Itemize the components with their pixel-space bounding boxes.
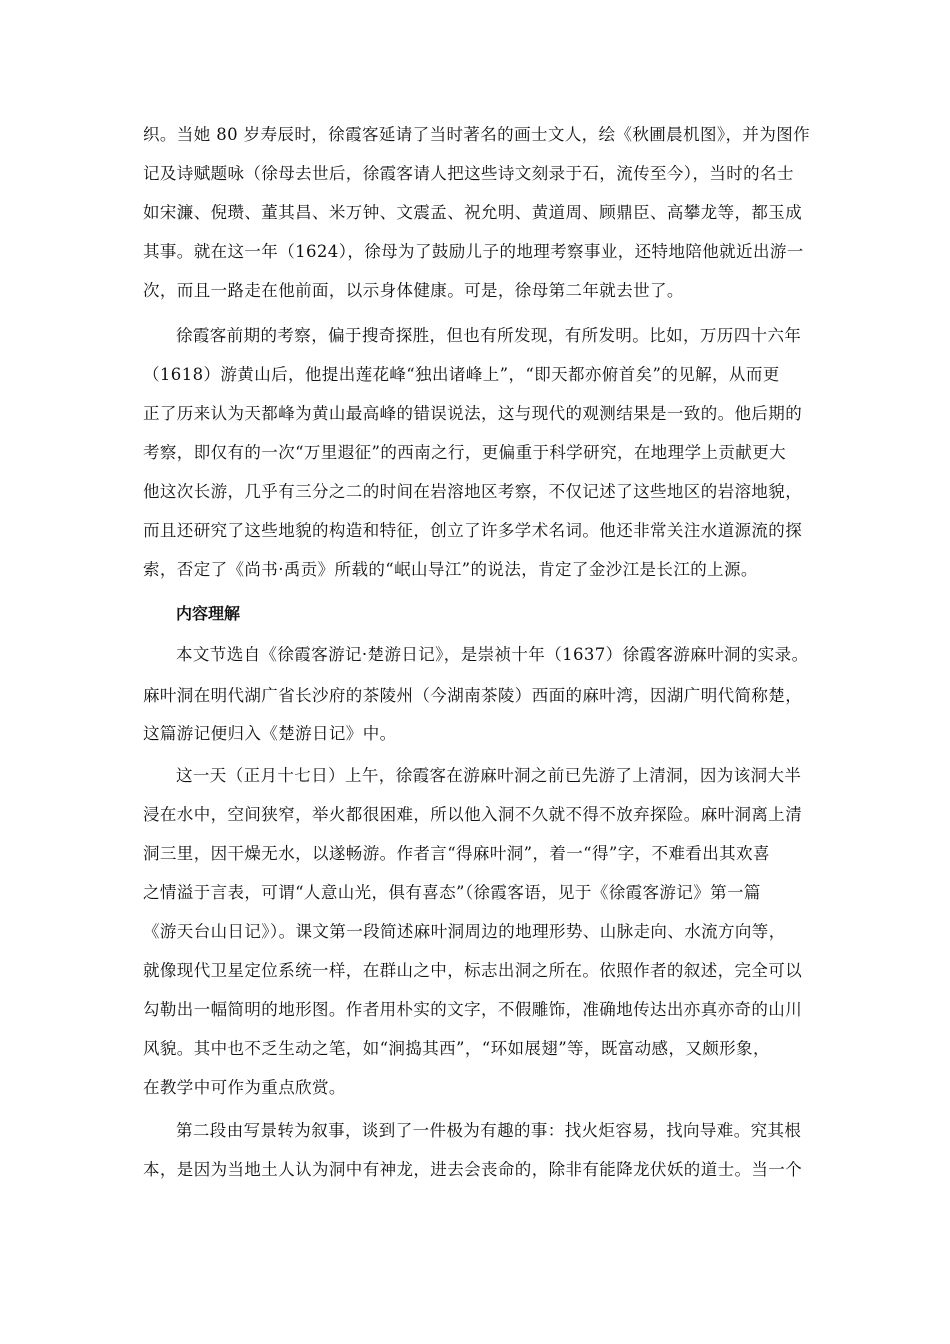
text-line: 而且还研究了这些地貌的构造和特征，创立了许多学术名词。他还非常关注水道源流的探: [143, 521, 803, 540]
section-heading: 内容理解: [176, 604, 241, 623]
text-line: 麻叶洞在明代湖广省长沙府的茶陵州（今湖南茶陵）西面的麻叶湾，因湖广明代简称楚，: [143, 686, 803, 705]
text-line: 如宋濂、倪瓒、董其昌、米万钟、文震孟、祝允明、黄道周、顾鼎臣、高攀龙等，都玉成: [143, 203, 803, 222]
text-line: 洞三里，因干燥无水，以遂畅游。作者言“得麻叶洞”，着一“得”字，不难看出其欢喜: [143, 844, 770, 863]
text-line: 索，否定了《尚书·禹贡》所载的“岷山导江”的说法，肯定了金沙江是长江的上源。: [143, 560, 758, 579]
text-line: 这篇游记便归入《楚游日记》中。: [143, 724, 397, 743]
text-line: 《游天台山日记》）。课文第一段简述麻叶洞周边的地理形势、山脉走向、水流方向等，: [143, 922, 786, 941]
text-line: 记及诗赋题咏（徐母去世后，徐霞客请人把这些诗文刻录于石，流传至今），当时的名士: [143, 164, 794, 183]
text-line: 徐霞客前期的考察，偏于搜奇探胜，但也有所发现，有所发明。比如，万历四十六年: [176, 326, 802, 345]
text-line: 其事。就在这一年（1624），徐母为了鼓励儿子的地理考察事业，还特地陪他就近出游一: [143, 242, 804, 261]
text-line: 正了历来认为天都峰为黄山最高峰的错误说法，这与现代的观测结果是一致的。他后期的: [143, 404, 803, 423]
text-line: 第二段由写景转为叙事，谈到了一件极为有趣的事：找火炬容易，找向导难。究其根: [176, 1121, 802, 1140]
text-line: （1618）游黄山后，他提出莲花峰“独出诸峰上”，“即天都亦俯首矣”的见解，从而更: [143, 365, 780, 384]
text-line: 考察，即仅有的一次“万里遐征”的西南之行，更偏重于科学研究，在地理学上贡献更大: [143, 443, 786, 462]
text-line: 勾勒出一幅简明的地形图。作者用朴实的文字，不假雕饰，准确地传达出亦真亦奇的山川: [143, 1000, 803, 1019]
text-line: 次，而且一路走在他前面，以示身体健康。可是，徐母第二年就去世了。: [143, 281, 684, 300]
text-line: 就像现代卫星定位系统一样，在群山之中，标志出洞之所在。依照作者的叙述，完全可以: [143, 961, 803, 980]
text-line: 风貌。其中也不乏生动之笔，如“涧捣其西”，“环如展翅”等，既富动感，又颇形象，: [143, 1039, 770, 1058]
text-line: 在教学中可作为重点欣赏。: [143, 1078, 346, 1097]
text-line: 浸在水中，空间狭窄，举火都很困难，所以他入洞不久就不得不放弃探险。麻叶洞离上清: [143, 805, 803, 824]
text-line: 他这次长游，几乎有三分之二的时间在岩溶地区考察，不仅记述了这些地区的岩溶地貌，: [143, 482, 803, 501]
text-line: 本，是因为当地土人认为洞中有神龙，进去会丧命的，除非有能降龙伏妖的道士。当一个: [143, 1160, 803, 1179]
text-line: 之情溢于言表，可谓“人意山光，俱有喜态”（徐霞客语，见于《徐霞客游记》第一篇: [143, 883, 761, 902]
text-line: 织。当她 80 岁寿辰时，徐霞客延请了当时著名的画士文人，绘《秋圃晨机图》，并为图作: [143, 125, 811, 144]
text-line: 这一天（正月十七日）上午，徐霞客在游麻叶洞之前已先游了上清洞，因为该洞大半: [176, 766, 802, 785]
text-line: 本文节选自《徐霞客游记·楚游日记》，是崇祯十年（1637）徐霞客游麻叶洞的实录。: [176, 645, 809, 664]
